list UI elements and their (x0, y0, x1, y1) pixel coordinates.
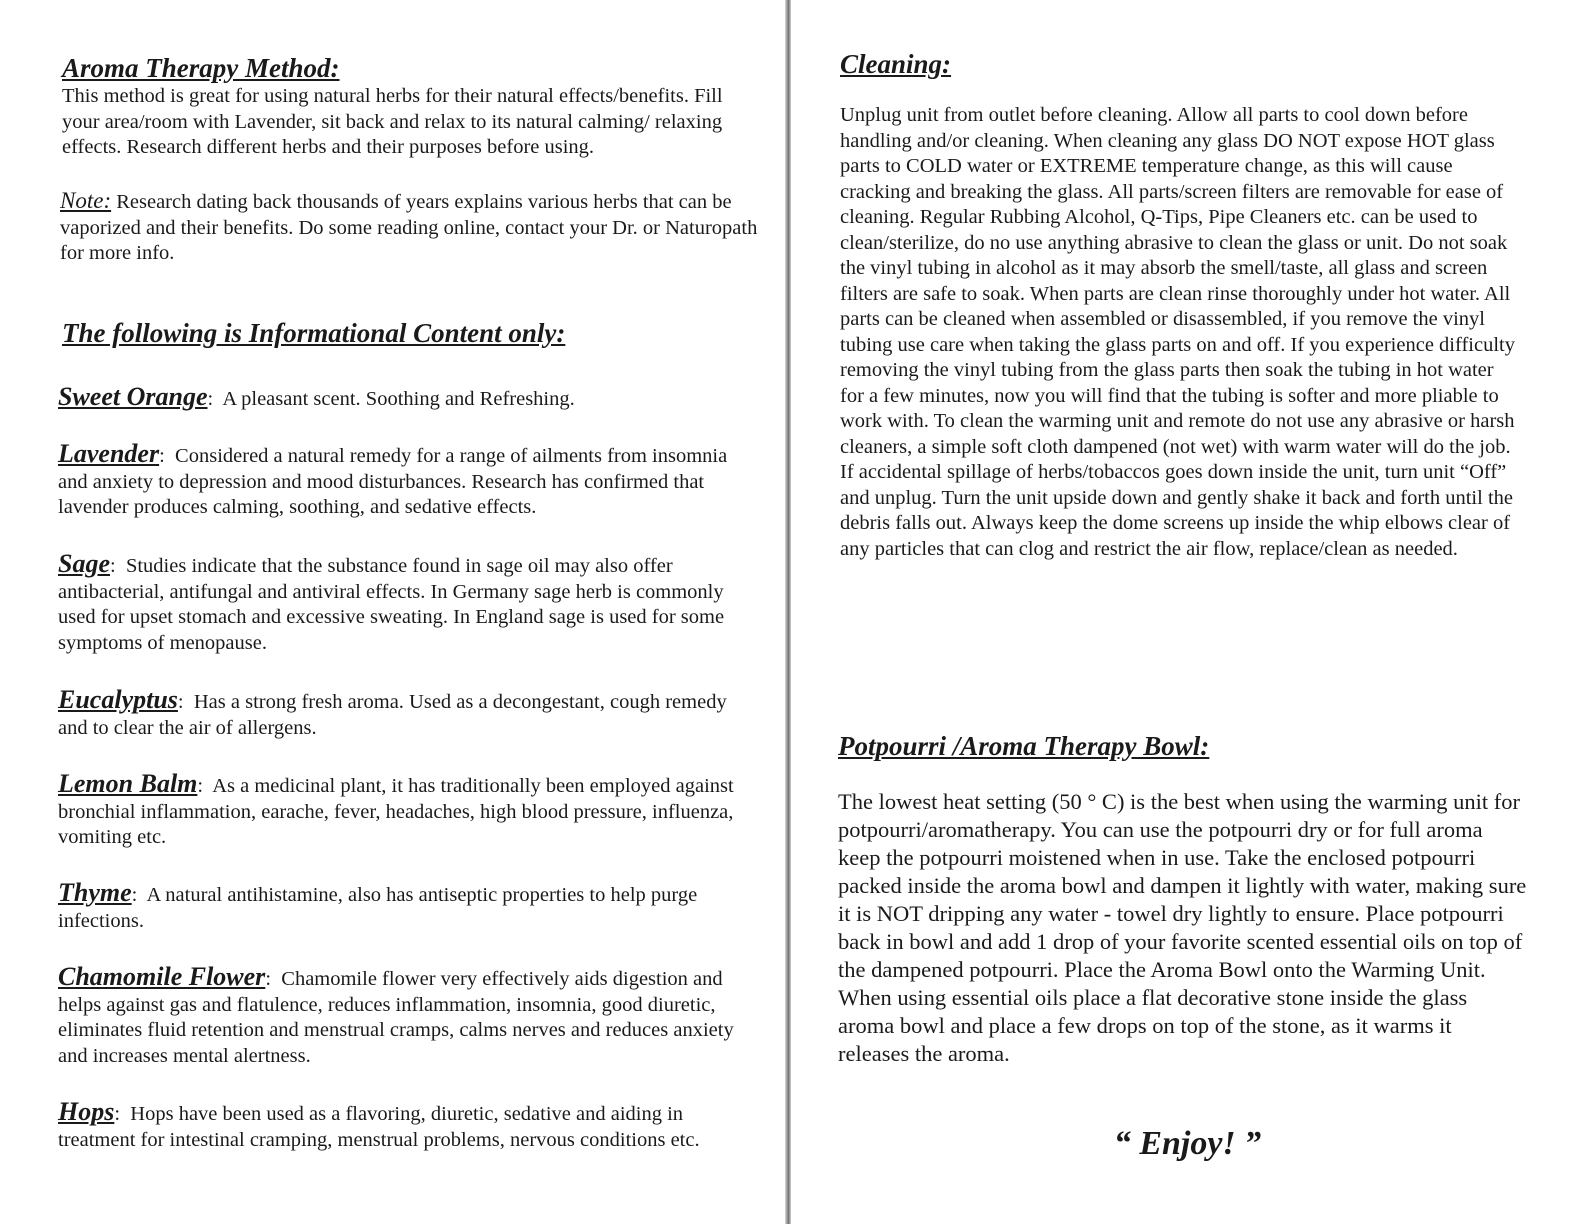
herb-entry: Eucalyptus: Has a strong fresh aroma. Used as a decongestant, cough remedy and to clear the air of allergens. (58, 685, 727, 739)
herb-entry: Hops: Hops have been used as a flavoring, diuretic, sedative and aiding in treatment for intestinal cramping, menstrual problems, nervous conditions etc. (58, 1097, 700, 1151)
herb-name: Thyme (58, 878, 132, 907)
potpourri-heading: Potpourri /Aroma Therapy Bowl: (838, 731, 1210, 761)
herb-entry: Chamomile Flower: Chamomile flower very effectively aids digestion and helps against gas and flatulence, reduces inflammation, insomnia, good diuretic, eliminates fluid retention and menstrual cramps, calms nerves and reduces anxiety and increases mental alertness. (58, 962, 734, 1067)
herb-entry: Thyme: A natural antihistamine, also has antiseptic properties to help purge infections. (58, 878, 698, 932)
info-heading-section (62, 318, 762, 348)
herb-desc: Considered a natural remedy for a range of ailments from insomnia and anxiety to depression and mood disturbances. Research has confirmed that lavender produces calming, soothing, and sedative effects. (58, 445, 728, 518)
closing-section (791, 1125, 1584, 1163)
herb-desc: Hops have been used as a flavoring, diuretic, sedative and aiding in treatment for intestinal cramping, menstrual problems, nervous conditions etc. (58, 1103, 700, 1151)
herb-desc: As a medicinal plant, it has traditionally been employed against bronchial inflammation, earache, fever, headaches, high blood pressure, influenza, vomiting etc. (58, 775, 734, 848)
herb-name: Hops (58, 1097, 115, 1126)
herb-entry: Sage: Studies indicate that the substance found in sage oil may also offer antibacterial, antifungal and antiviral effects. In Germany sage herb is commonly used for upset stomach and excessive sweating. In England sage is used for some symptoms of menopause. (58, 549, 725, 654)
cleaning-section (840, 49, 1520, 562)
herb-desc: A natural antihistamine, also has antiseptic properties to help purge infections. (58, 884, 698, 932)
aroma-method-section (62, 53, 762, 161)
note-section (60, 188, 760, 267)
cleaning-body: Unplug unit from outlet before cleaning. Allow all parts to cool down before handling and/or cleaning. When cleaning any glass DO NOT expose HOT glass parts to COLD water or EXTREME temperature change, as this will cause cracking and breaking the glass. All parts/screen filters are removable for ease of cleaning. Regular Rubbing Alcohol, Q-Tips, Pipe Cleaners etc. can be used to clean/sterilize, do no use anything abrasive to clean the glass or unit. Do not soak the vinyl tubing in alcohol as it may absorb the smell/taste, all glass and screen filters are safe to soak. When parts are clean rinse thoroughly under hot water. All parts can be cleaned when assembled or disassembled, if you remove the vinyl tubing use care when taking the glass parts on and off. If you experience difficulty removing the vinyl tubing from the glass parts then soak the tubing in hot water for a few minutes, now you will find that the tubing is softer and more pliable to work with. To clean the warming unit and remote do not use any abrasive or harsh cleaners, a simple soft cloth dampened (not wet) with warm water will do the job. If accidental spillage of herbs/tobaccos goes down inside the unit, turn unit “Off” and unplug. Turn the unit upside down and gently shake it back and forth until the debris falls out. Always keep the dome screens up inside the whip elbows clear of any particles that can clog and restrict the air flow, replace/clean as needed. (840, 104, 1515, 560)
herb-entry: Lavender: Considered a natural remedy for a range of ailments from insomnia and anxiety to depression and mood disturbances. Research has confirmed that lavender produces calming, soothing, and sedative effects. (58, 439, 728, 518)
potpourri-section (838, 731, 1528, 1068)
herb-name: Chamomile Flower (58, 962, 266, 991)
herb-name: Lemon Balm (58, 769, 198, 798)
herb-entry: Sweet Orange: A pleasant scent. Soothing and Refreshing. (58, 382, 575, 411)
herb-entry: Lemon Balm: As a medicinal plant, it has traditionally been employed against bronchial inflammation, earache, fever, headaches, high blood pressure, influenza, vomiting etc. (58, 769, 734, 848)
left-page (0, 0, 785, 1224)
herb-name: Sage (58, 549, 110, 578)
cleaning-heading: Cleaning: (840, 49, 952, 79)
herb-desc: Studies indicate that the substance found in sage oil may also offer antibacterial, antifungal and antiviral effects. In Germany sage herb is commonly used for upset stomach and excessive sweating. In England sage is used for some symptoms of menopause. (58, 555, 725, 654)
herb-name: Sweet Orange (58, 382, 208, 411)
potpourri-body: The lowest heat setting (50 ° C) is the best when using the warming unit for potpourri/aromatherapy. You can use the potpourri dry or for full aroma keep the potpourri moistened when in use. Take the enclosed potpourri packed inside the aroma bowl and dampen it lightly with water, making sure it is NOT dripping any water - towel dry lightly to ensure. Place potpourri back in bowl and add 1 drop of your favorite scented essential oils on top of the dampened potpourri. Place the Aroma Bowl onto the Warming Unit. When using essential oils place a flat decorative stone inside the glass aroma bowl and place a few drops on top of the stone, as it warms it releases the aroma. (838, 789, 1527, 1066)
right-page (791, 0, 1584, 1224)
herb-name: Eucalyptus (58, 685, 178, 714)
herb-desc: A pleasant scent. Soothing and Refreshing. (222, 388, 575, 410)
herb-desc: Chamomile flower very effectively aids digestion and helps against gas and flatulence, reduces inflammation, insomnia, good diuretic, eliminates fluid retention and menstrual cramps, calms nerves and reduces anxiety and increases mental alertness. (58, 968, 734, 1067)
note-body: Research dating back thousands of years explains various herbs that can be vaporized and their benefits. Do some reading online, contact your Dr. or Naturopath for more info. (60, 191, 758, 264)
aroma-method-body: This method is great for using natural herbs for their natural effects/benefits. Fill your area/room with Lavender, sit back and relax to its natural calming/ relaxing effects. Research different herbs and their purposes before using. (62, 85, 723, 158)
herb-desc: Has a strong fresh aroma. Used as a decongestant, cough remedy and to clear the air of allergens. (58, 691, 727, 739)
aroma-method-heading: Aroma Therapy Method: (62, 53, 340, 83)
herb-name: Lavender (58, 439, 160, 468)
enjoy-text: “ Enjoy! ” (1113, 1125, 1262, 1162)
info-heading: The following is Informational Content only: (62, 318, 566, 348)
note-label: Note: (60, 188, 112, 213)
